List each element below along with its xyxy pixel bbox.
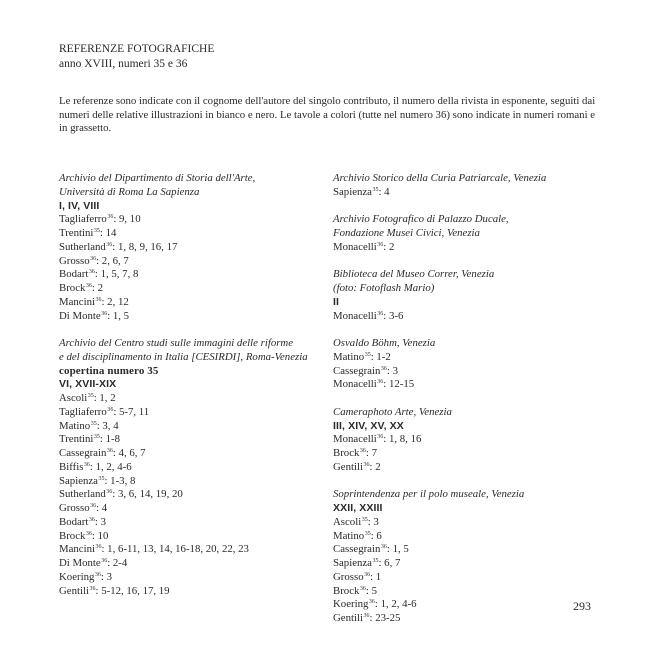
- credit-entry: [59, 213, 324, 227]
- page-number: 293: [573, 599, 591, 613]
- source-line: Cameraphoto Arte, Venezia: [333, 405, 452, 418]
- figure-numbers: : 1-3, 8: [104, 474, 136, 487]
- author-name: Bodart: [59, 268, 89, 281]
- credit-section: [333, 337, 603, 392]
- figure-numbers: : 1, 5: [107, 309, 130, 322]
- credit-entry: [59, 255, 324, 269]
- figure-numbers: : 2, 6, 7: [96, 254, 129, 267]
- credit-entry: [333, 433, 603, 447]
- figure-numbers: : 1, 2: [93, 392, 116, 404]
- issue-number: 36: [106, 489, 113, 496]
- issue-number: 36: [85, 530, 92, 537]
- issue-number: 36: [106, 241, 113, 248]
- credit-section: [333, 488, 603, 626]
- issue-number: 36: [377, 310, 384, 317]
- author-name: Trentini: [59, 433, 94, 446]
- figure-numbers: : 1-2: [370, 350, 391, 363]
- figure-numbers: : 23-25: [369, 612, 401, 624]
- credit-entry: [333, 351, 603, 365]
- credit-entry: [333, 461, 603, 475]
- issue-number: 36: [88, 269, 95, 276]
- credit-entry: [333, 516, 603, 530]
- source-line: Archivio Fotografico di Palazzo Ducale,: [333, 213, 509, 226]
- author-name: Brock: [59, 282, 86, 294]
- source-line: Soprintendenza per il polo museale, Venezia: [333, 488, 525, 501]
- source-line: Biblioteca del Museo Correr, Venezia: [333, 268, 495, 281]
- issue-number: 36: [368, 599, 375, 606]
- credit-entry: [59, 241, 324, 255]
- issue-number: 36: [95, 296, 102, 303]
- credit-entry: [59, 406, 324, 420]
- author-name: Ascoli: [59, 392, 88, 404]
- author-name: Monacelli: [333, 433, 377, 446]
- credit-entry: [59, 433, 324, 447]
- credit-entry: [59, 557, 324, 571]
- source-line: Fondazione Musei Civici, Venezia: [333, 227, 480, 239]
- issue-number: 36: [85, 283, 92, 289]
- credit-section: [333, 172, 603, 200]
- figure-numbers: : 3, 6, 14, 19, 20: [112, 488, 183, 501]
- credit-entry: [333, 557, 603, 571]
- issue-number: 35: [372, 186, 379, 193]
- credit-section: [333, 406, 603, 475]
- credit-entry: [59, 392, 324, 406]
- credit-entry: [59, 268, 324, 282]
- figure-numbers: : 10: [91, 529, 109, 542]
- credit-entry: [59, 420, 324, 434]
- author-name: Grosso: [59, 254, 90, 267]
- credit-entry: [59, 227, 324, 241]
- author-name: Gentili: [333, 612, 363, 624]
- credit-entry: [59, 447, 324, 461]
- source-line: e del disciplinamento in Italia [CESIRDI], Roma-Venezia: [59, 350, 308, 363]
- issue-number: 36: [107, 406, 114, 413]
- figure-numbers: : 2: [369, 460, 381, 473]
- source-line: Archivio Storico della Curia Patriarcale, Venezia: [333, 172, 547, 184]
- author-name: Monacelli: [333, 240, 377, 253]
- author-name: Mancini: [59, 295, 95, 308]
- figure-numbers: : 2: [91, 282, 103, 294]
- figure-numbers: : 1, 2, 4-6: [89, 460, 132, 473]
- credit-section: [333, 213, 603, 254]
- figure-numbers: : 6, 7: [378, 557, 401, 569]
- source-line: Archivio del Dipartimento di Storia dell'Arte,: [59, 172, 256, 184]
- figure-numbers: : 1, 5: [386, 543, 409, 556]
- credit-entry: [333, 571, 603, 585]
- author-name: Matino: [59, 419, 91, 432]
- issue-number: 35: [87, 393, 94, 399]
- intro-paragraph: Le referenze sono indicate con il cognome dell'autore del singolo contributo, il numero della rivista in esponente, seguiti dai numeri delle relative illustrazioni in bianco e nero. Le tavole a colori (tutte nel numero 36) sono indicate in numeri romani e in grassetto.: [59, 95, 596, 135]
- page-subtitle: anno XVIII, numeri 35 e 36: [59, 57, 188, 70]
- credit-entry: [59, 310, 324, 324]
- figure-numbers: : 1, 8, 9, 16, 17: [112, 240, 178, 253]
- left-column: [59, 172, 324, 612]
- issue-number: 35: [98, 475, 105, 482]
- author-name: Grosso: [59, 502, 90, 514]
- issue-number: 36: [364, 571, 371, 578]
- author-name: Sapienza: [333, 185, 372, 198]
- author-name: Mancini: [59, 543, 95, 556]
- plate-numbers: VI, XVII-XIX: [59, 378, 117, 391]
- author-name: Sapienza: [333, 557, 372, 569]
- figure-numbers: : 1, 2, 4-6: [374, 598, 417, 611]
- author-name: Bodart: [59, 515, 89, 528]
- source-line: Osvaldo Böhm, Venezia: [333, 337, 436, 349]
- figure-numbers: : 4: [378, 185, 390, 198]
- author-name: Monacelli: [333, 309, 377, 322]
- figure-numbers: : 3: [100, 570, 112, 583]
- credit-entry: [333, 241, 603, 255]
- credit-entry: [333, 585, 603, 599]
- credit-entry: [59, 543, 324, 557]
- figure-numbers: : 4, 6, 7: [112, 447, 146, 459]
- figure-numbers: : 2-4: [107, 557, 128, 569]
- figure-numbers: : 3, 4: [96, 419, 119, 432]
- issue-number: 36: [359, 585, 366, 592]
- issue-number: 36: [377, 434, 384, 441]
- credit-entry: [59, 516, 324, 530]
- credit-entry: [333, 447, 603, 461]
- credit-entry: [59, 585, 324, 599]
- issue-number: 35: [93, 228, 100, 234]
- credit-entry: [333, 365, 603, 379]
- credit-entry: [333, 378, 603, 392]
- plate-numbers: copertina numero 35: [59, 364, 159, 377]
- credit-entry: [59, 461, 324, 475]
- issue-number: 36: [363, 613, 370, 619]
- issue-number: 36: [363, 461, 370, 468]
- figure-numbers: : 6: [370, 529, 382, 542]
- issue-number: 36: [106, 448, 113, 454]
- source-line: Archivio del Centro studi sulle immagini delle riforme: [59, 337, 294, 349]
- issue-number: 36: [380, 365, 387, 372]
- issue-number: 36: [380, 544, 387, 551]
- figure-numbers: : 2: [383, 240, 395, 253]
- credit-entry: [59, 488, 324, 502]
- issue-number: 36: [107, 214, 114, 221]
- issue-number: 36: [90, 503, 97, 509]
- issue-number: 35: [90, 420, 97, 427]
- author-name: Brock: [59, 529, 86, 542]
- issue-number: 36: [90, 255, 97, 262]
- page-title: REFERENZE FOTOGRAFICHE: [59, 43, 215, 55]
- author-name: Ascoli: [333, 515, 362, 528]
- figure-numbers: : 12-15: [383, 378, 415, 391]
- right-column: [333, 172, 603, 640]
- figure-numbers: : 5-7, 11: [113, 405, 150, 418]
- author-name: Grosso: [333, 570, 364, 583]
- credit-entry: [59, 475, 324, 489]
- credit-entry: [333, 612, 603, 626]
- credit-entry: [59, 282, 324, 296]
- credit-entry: [59, 502, 324, 516]
- author-name: Matino: [333, 350, 365, 363]
- figure-numbers: : 1-8: [99, 433, 120, 446]
- issue-number: 36: [377, 241, 384, 248]
- issue-number: 36: [359, 448, 366, 454]
- figure-numbers: : 4: [96, 502, 108, 514]
- figure-numbers: : 3-6: [383, 309, 404, 322]
- issue-number: 36: [89, 585, 96, 592]
- figure-numbers: : 3: [367, 515, 379, 528]
- author-name: Koering: [333, 598, 369, 611]
- author-name: Cassegrain: [59, 447, 107, 459]
- figure-numbers: : 9, 10: [113, 213, 141, 226]
- credit-entry: [59, 530, 324, 544]
- credit-entry: [59, 296, 324, 310]
- source-line: Università di Roma La Sapienza: [59, 185, 200, 198]
- issue-number: 35: [372, 558, 379, 564]
- author-name: Cassegrain: [333, 364, 381, 377]
- figure-numbers: : 3: [386, 364, 398, 377]
- issue-number: 36: [377, 379, 384, 386]
- plate-numbers: I, IV, VIII: [59, 199, 100, 212]
- author-name: Tagliaferro: [59, 213, 107, 226]
- author-name: Brock: [333, 447, 360, 459]
- figure-numbers: : 7: [365, 447, 377, 459]
- author-name: Cassegrain: [333, 543, 381, 556]
- credit-section: [333, 268, 603, 323]
- author-name: Gentili: [333, 460, 363, 473]
- plate-numbers: XXII, XXIII: [333, 502, 383, 514]
- author-name: Gentili: [59, 584, 89, 597]
- figure-numbers: : 2, 12: [101, 295, 129, 308]
- figure-numbers: : 5: [365, 584, 377, 597]
- credit-entry: [333, 530, 603, 544]
- plate-numbers: III, XIV, XV, XX: [333, 419, 404, 432]
- plate-numbers: II: [333, 295, 340, 308]
- author-name: Monacelli: [333, 378, 377, 391]
- author-name: Di Monte: [59, 309, 101, 322]
- author-name: Di Monte: [59, 557, 101, 569]
- author-name: Koering: [59, 570, 95, 583]
- issue-number: 36: [101, 310, 108, 317]
- credit-entry: [333, 186, 603, 200]
- issue-number: 35: [364, 351, 371, 358]
- credit-entry: [333, 310, 603, 324]
- issue-number: 36: [101, 558, 108, 564]
- figure-numbers: : 5-12, 16, 17, 19: [95, 584, 170, 597]
- author-name: Sutherland: [59, 488, 106, 501]
- source-line: (foto: Fotoflash Mario): [333, 282, 435, 294]
- issue-number: 36: [83, 461, 90, 468]
- author-name: Biffis: [59, 460, 84, 473]
- credit-section: [59, 337, 324, 598]
- figure-numbers: : 1, 5, 7, 8: [94, 268, 139, 281]
- issue-number: 35: [93, 434, 100, 441]
- issue-number: 36: [94, 571, 101, 578]
- author-name: Tagliaferro: [59, 405, 107, 418]
- figure-numbers: : 1, 8, 16: [383, 433, 422, 446]
- author-name: Sutherland: [59, 240, 106, 253]
- figure-numbers: : 1, 6-11, 13, 14, 16-18, 20, 22, 23: [101, 543, 249, 556]
- author-name: Matino: [333, 529, 365, 542]
- figure-numbers: : 1: [370, 570, 382, 583]
- credit-entry: [333, 543, 603, 557]
- author-name: Trentini: [59, 227, 94, 239]
- issue-number: 35: [361, 516, 368, 523]
- figure-numbers: : 14: [99, 227, 117, 239]
- credit-entry: [59, 571, 324, 585]
- figure-numbers: : 3: [94, 515, 106, 528]
- credit-section: [59, 172, 324, 323]
- page-header: [59, 42, 214, 71]
- issue-number: 35: [364, 530, 371, 537]
- issue-number: 36: [95, 544, 102, 551]
- credit-entry: [333, 598, 603, 612]
- author-name: Sapienza: [59, 474, 98, 487]
- author-name: Brock: [333, 584, 360, 597]
- issue-number: 36: [88, 516, 95, 523]
